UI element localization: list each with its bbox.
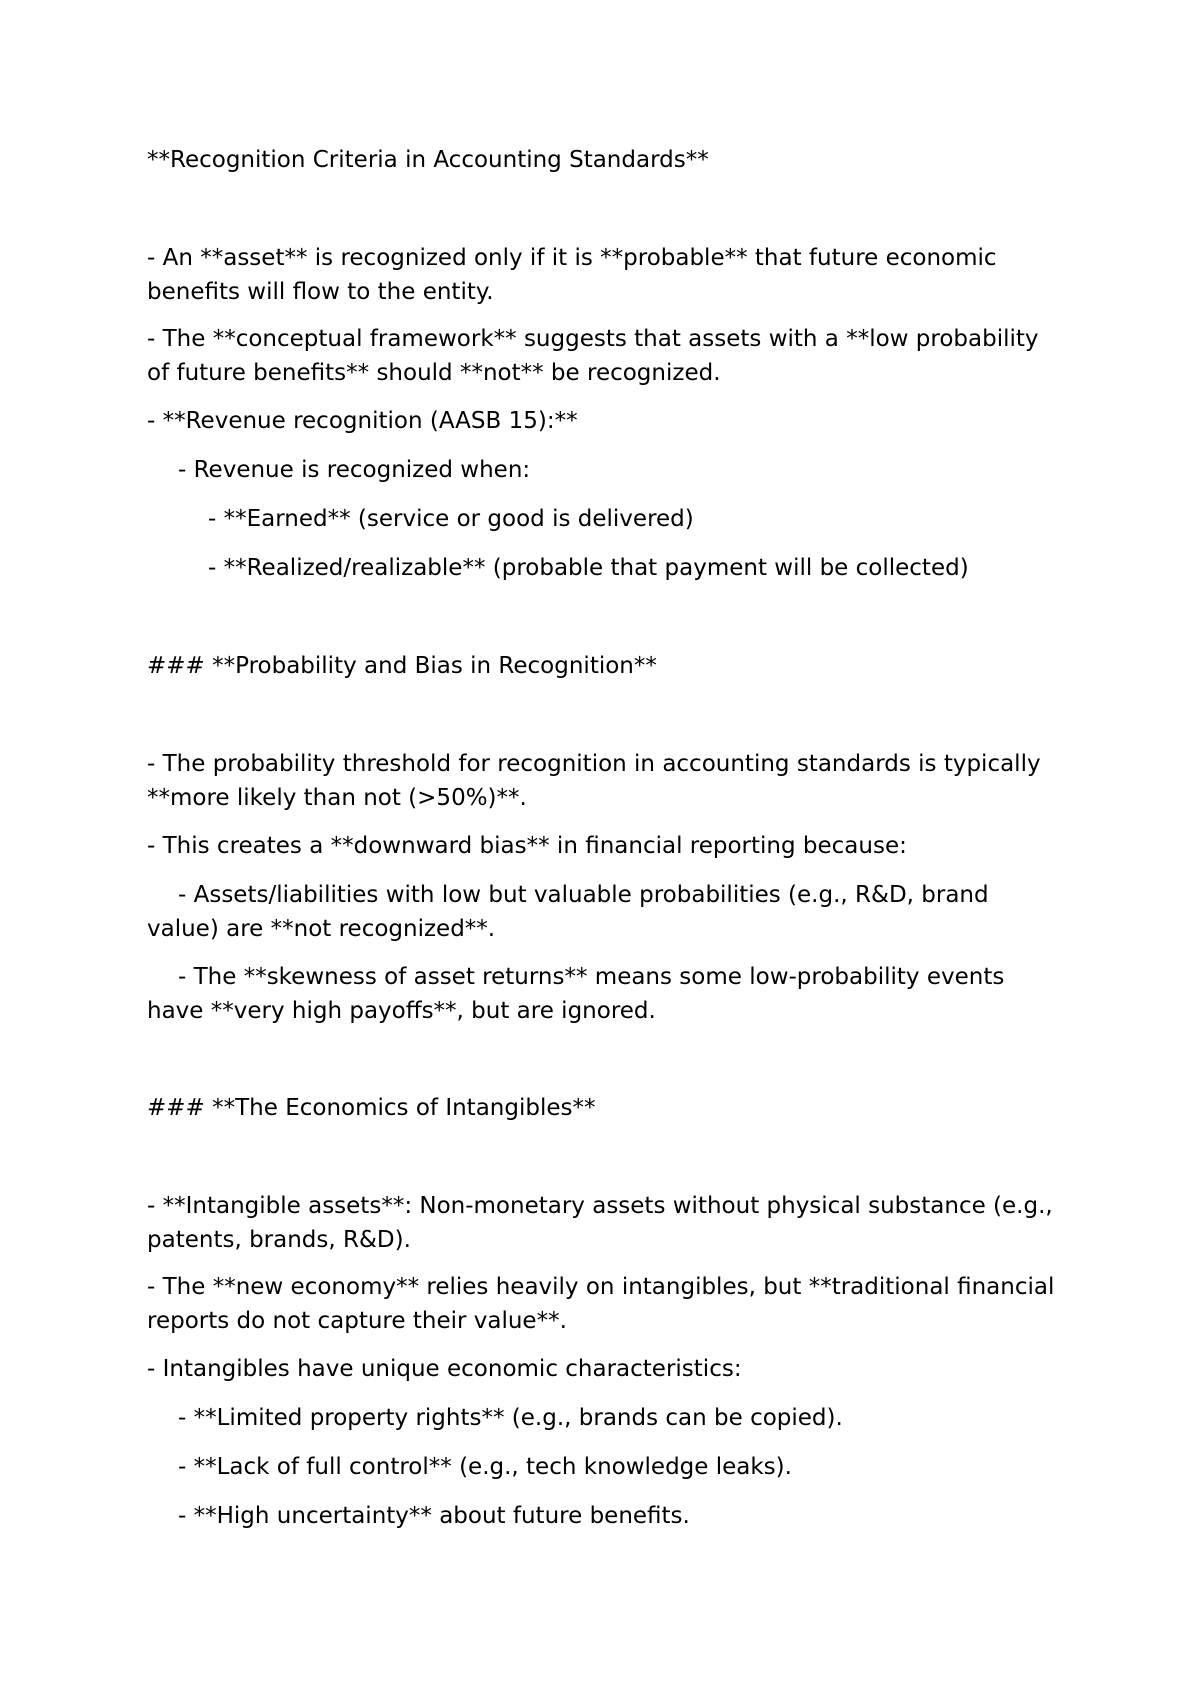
bullet-asset-recognition: - An **asset** is recognized only if it is **probable** that future economic benefits will flow to the entity. [147, 245, 997, 305]
sub-bullet-earned: - **Earned** (service or good is delivered) [208, 506, 694, 532]
sub-bullet-low-probabilities: - Assets/liabilities with low but valuable probabilities (e.g., R&D, brand value) are **not recognized**. [147, 882, 989, 942]
bullet-conceptual-framework: - The **conceptual framework** suggests that assets with a **low probability of future benefits** should **not** be recognized. [147, 326, 1039, 386]
sub-bullet-realized: - **Realized/realizable** (probable that payment will be collected) [208, 555, 969, 581]
section-heading-probability: ### **Probability and Bias in Recognition** [147, 653, 657, 679]
bullet-revenue-recognition: - **Revenue recognition (AASB 15):** [147, 408, 578, 434]
sub-bullet-skewness: - The **skewness of asset returns** means some low-probability events have **very high payoffs**, but are ignored. [147, 964, 1005, 1024]
bullet-new-economy: - The **new economy** relies heavily on intangibles, but **traditional financial reports do not capture their value**. [147, 1274, 1055, 1334]
sub-bullet-lack-of-control: - **Lack of full control** (e.g., tech knowledge leaks). [178, 1454, 792, 1480]
bullet-downward-bias: - This creates a **downward bias** in financial reporting because: [147, 833, 907, 859]
bullet-unique-characteristics: - Intangibles have unique economic characteristics: [147, 1356, 742, 1382]
section-heading-intangibles: ### **The Economics of Intangibles** [147, 1095, 596, 1121]
bullet-intangible-assets: - **Intangible assets**: Non-monetary assets without physical substance (e.g., patents, brands, R&D). [147, 1193, 1053, 1253]
section-heading-recognition: **Recognition Criteria in Accounting Standards** [147, 147, 709, 173]
sub-bullet-property-rights: - **Limited property rights** (e.g., brands can be copied). [178, 1405, 843, 1431]
bullet-probability-threshold: - The probability threshold for recognition in accounting standards is typically **more likely than not (>50%)**. [147, 751, 1041, 811]
sub-bullet-high-uncertainty: - **High uncertainty** about future benefits. [178, 1503, 690, 1529]
sub-bullet-revenue-when: - Revenue is recognized when: [178, 457, 531, 483]
